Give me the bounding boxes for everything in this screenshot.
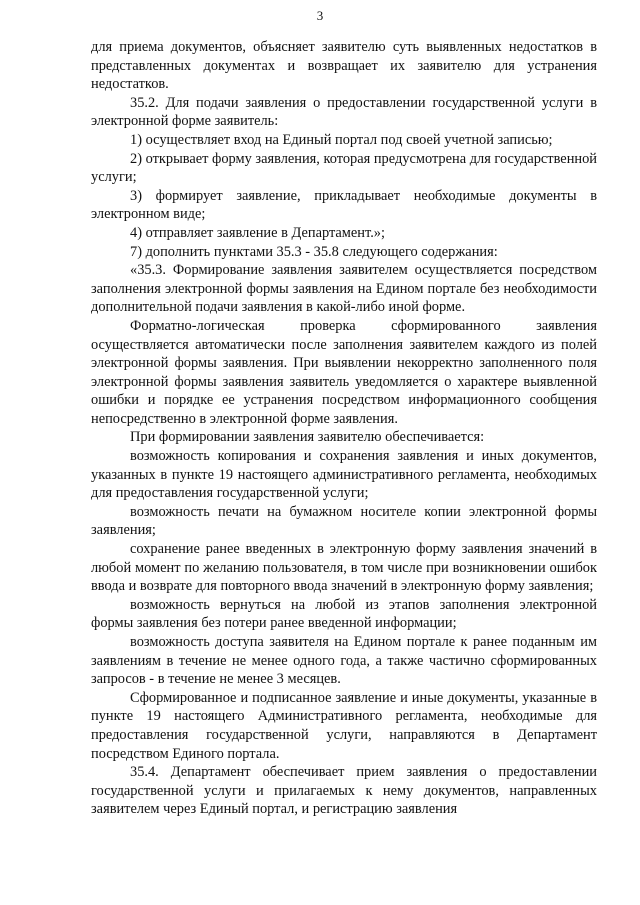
list-item: 4) отправляет заявление в Департамент.»; — [130, 224, 386, 241]
document-body — [91, 38, 597, 819]
paragraph: 35.2. Для подачи заявления о предоставлении государственной услуги в электронной форме заявитель: — [91, 94, 597, 130]
paragraph: При формировании заявления заявителю обеспечивается: — [130, 429, 485, 446]
list-item: возможность печати на бумажном носителе копии электронной формы заявления; — [91, 503, 597, 539]
paragraph: 35.4. Департамент обеспечивает прием заявления о предоставлении государственной услуги и прилагаемых к нему документов, направленных заявителем через Единый портал, и регистрацию заявления — [91, 764, 597, 818]
paragraph: «35.3. Формирование заявления заявителем осуществляется посредством заполнения электронной формы заявления на Едином портале без необходимости дополнительной подачи заявления в какой-либо иной форме. — [91, 262, 597, 316]
page-number: 3 — [316, 8, 324, 23]
list-item: 1) осуществляет вход на Единый портал под своей учетной записью; — [130, 131, 553, 148]
list-item: возможность вернуться на любой из этапов заполнения электронной формы заявления без потери ранее введенной информации; — [91, 596, 597, 632]
paragraph: Форматно-логическая проверка сформированного заявления осуществляется автоматически после заполнения заявителем каждого из полей электронной формы заявления. При выявлении некорректно заполненного поля электронной формы заявления заявитель уведомляется о характере выявленной ошибки и порядке ее устранения посредством информационного сообщения непосредственно в электронной форме заявления. — [91, 317, 597, 427]
list-item: 7) дополнить пунктами 35.3 - 35.8 следующего содержания: — [130, 243, 498, 260]
list-item: возможность копирования и сохранения заявления и иных документов, указанных в пункте 19 настоящего административного регламента, необходимых для предоставления государственной услуги; — [91, 448, 597, 502]
paragraph: для приема документов, объясняет заявителю суть выявленных недостатков в представленных документах и возвращает их заявителю для устранения недостатков. — [91, 39, 597, 93]
list-item: возможность доступа заявителя на Едином портале к ранее поданным им заявлениям в течение не менее одного года, а также частично сформированных запросов - в течение не менее 3 месяцев. — [91, 634, 597, 688]
paragraph: Сформированное и подписанное заявление и иные документы, указанные в пункте 19 настоящего Административного регламента, необходимые для предоставления государственной услуги, направляются в Департамент посредством Единого портала. — [91, 689, 597, 762]
list-item: 3) формирует заявление, прикладывает необходимые документы в электронном виде; — [91, 187, 597, 223]
list-item: 2) открывает форму заявления, которая предусмотрена для государственной услуги; — [91, 150, 597, 186]
list-item: сохранение ранее введенных в электронную форму заявления значений в любой момент по желанию пользователя, в том числе при возникновении ошибок ввода и возврате для повторного ввода значений в электронную форму заявления; — [91, 541, 597, 595]
